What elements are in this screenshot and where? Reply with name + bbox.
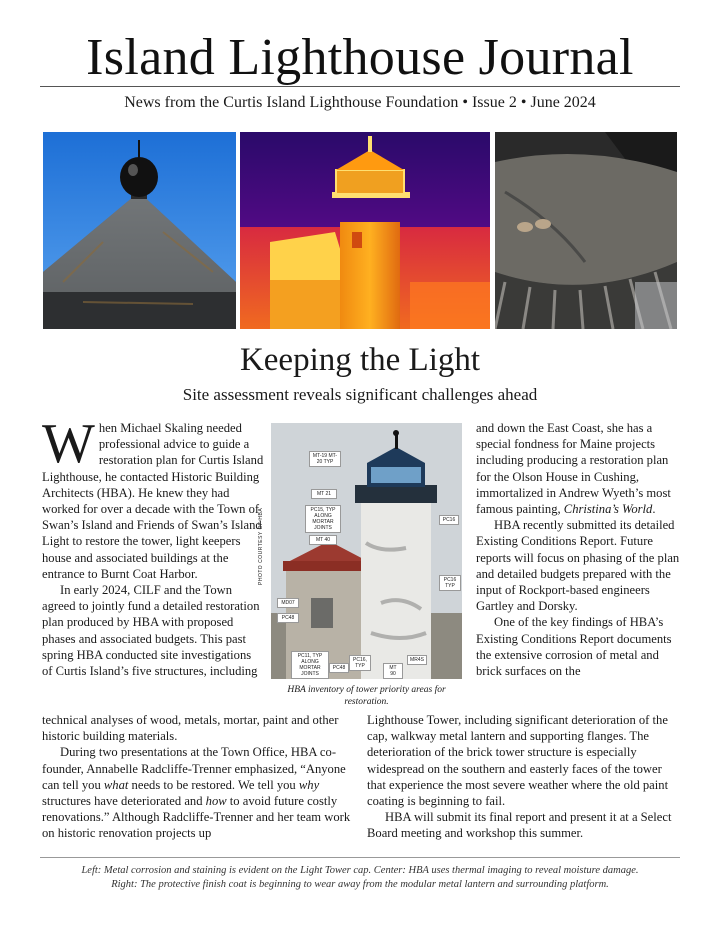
footer-rule xyxy=(40,857,680,858)
masthead-rule xyxy=(40,86,680,87)
paragraph-findings: One of the key findings of HBA’s Existing Conditions Report documents the extensive corrosion of metal and brick surfaces on the xyxy=(476,615,672,679)
figure-tag: MT 21 xyxy=(311,489,337,499)
photo-lantern-platform xyxy=(495,132,677,329)
photo-thermal-image xyxy=(240,132,490,329)
tower-inventory-figure xyxy=(271,423,462,679)
article-column-1-bottom xyxy=(42,712,362,842)
figure-tag: MT 40 xyxy=(309,535,337,545)
figure-tag: PC11, TYP ALONG MORTAR JOINTS xyxy=(291,651,329,679)
paragraph-3: During two presentations at the Town Office, HBA co-founder, Annabelle Radcliffe-Trenner emphasized, “Anyone can tell you what needs to be restored. We tell you why structures have deteriorated and how to avoid future costly renovations.” Although Radcliffe-Trenner and her team work on historic renovation projects up xyxy=(42,745,351,841)
issue-subhead: News from the Curtis Island Lighthouse Foundation • Issue 2 • June 2024 xyxy=(124,94,596,111)
article-column-1 xyxy=(42,413,264,679)
figure-tag: MT 90 xyxy=(383,663,403,679)
paragraph-1: hen Michael Skaling needed professional advice to guide a restoration plan for Curtis Island Lighthouse, he contacted Historic Building Architects (HBA). He knew they had worked for over a decade with the Town of Swan’s Island and Friends of Swan’s Island Light to restore the tower, light keepers house and associated buildings at the entrance to Burnt Coat Harbor. xyxy=(42,421,264,581)
figure-tag: PC48 xyxy=(329,663,349,673)
paragraph-text: . xyxy=(652,502,656,517)
paragraph-text: and down the East Coast, she has a special fondness for Maine projects including producing a restoration plan for the Olson House in Cushing, immortalized in Andrew Wyeth’s most famous painting, xyxy=(476,421,671,517)
figure-tag: PC16 TYP xyxy=(439,575,461,591)
photo-tower-cap xyxy=(43,132,236,329)
paragraph-tower: Lighthouse Tower, including significant deterioration of the cap, walkway metal lantern and supporting flanges. The deterioration of the brick tower structure is especially widespread on the southern and easterly faces of the tower that experience the most severe weather where the old paint coating is beginning to fail. xyxy=(367,713,669,809)
figure-tag: PC48 xyxy=(277,613,299,623)
article-deck: Site assessment reveals significant challenges ahead xyxy=(182,385,538,404)
figure-tag: PC16 xyxy=(439,515,459,525)
article-column-3 xyxy=(476,420,680,679)
photo-captions xyxy=(40,864,680,892)
figure-tag: MT-19 MT-20 TYP xyxy=(309,451,341,467)
figure-tag: MD07 xyxy=(277,598,299,608)
paragraph-final: HBA will submit its final report and present it at a Select Board meeting and workshop this summer. xyxy=(367,810,672,841)
caption-line-2: Right: The protective finish coat is beginning to wear away from the modular metal lantern and surrounding platform. xyxy=(111,879,609,890)
paragraph-report: HBA recently submitted its detailed Existing Conditions Report. Future reports will focus on phasing of the plan and detailed budgets prepared with the input of Rockport-based engineers Gartley and Dorsky. xyxy=(476,518,680,614)
caption-line-1: Left: Metal corrosion and staining is evident on the Light Tower cap. Center: HBA uses thermal imaging to reveal moisture damage. xyxy=(81,865,639,876)
paragraph-2: In early 2024, CILF and the Town agreed to jointly fund a detailed restoration plan produced by HBA with proposed phases and associated budgets. This past spring HBA conducted site investigations of Curtis Island’s five structures, including xyxy=(42,583,260,679)
article-column-2-bottom xyxy=(367,712,680,842)
masthead-title: Island Lighthouse Journal xyxy=(86,29,634,86)
painting-title: Christina’s World xyxy=(563,502,653,517)
paragraph-2-cont: technical analyses of wood, metals, mortar, paint and other historic building materials. xyxy=(42,713,339,744)
figure-caption: HBA inventory of tower priority areas for restoration. xyxy=(287,685,446,707)
drop-cap: W xyxy=(42,413,95,475)
article-headline: Keeping the Light xyxy=(239,342,481,378)
figure-tag: MR4S xyxy=(407,655,427,665)
figure-tag: PC15, TYP ALONG MORTAR JOINTS xyxy=(305,505,341,533)
photo-credit: PHOTO COURTESY OF HBA xyxy=(258,507,264,585)
figure-tag: PC16, TYP xyxy=(349,655,371,671)
